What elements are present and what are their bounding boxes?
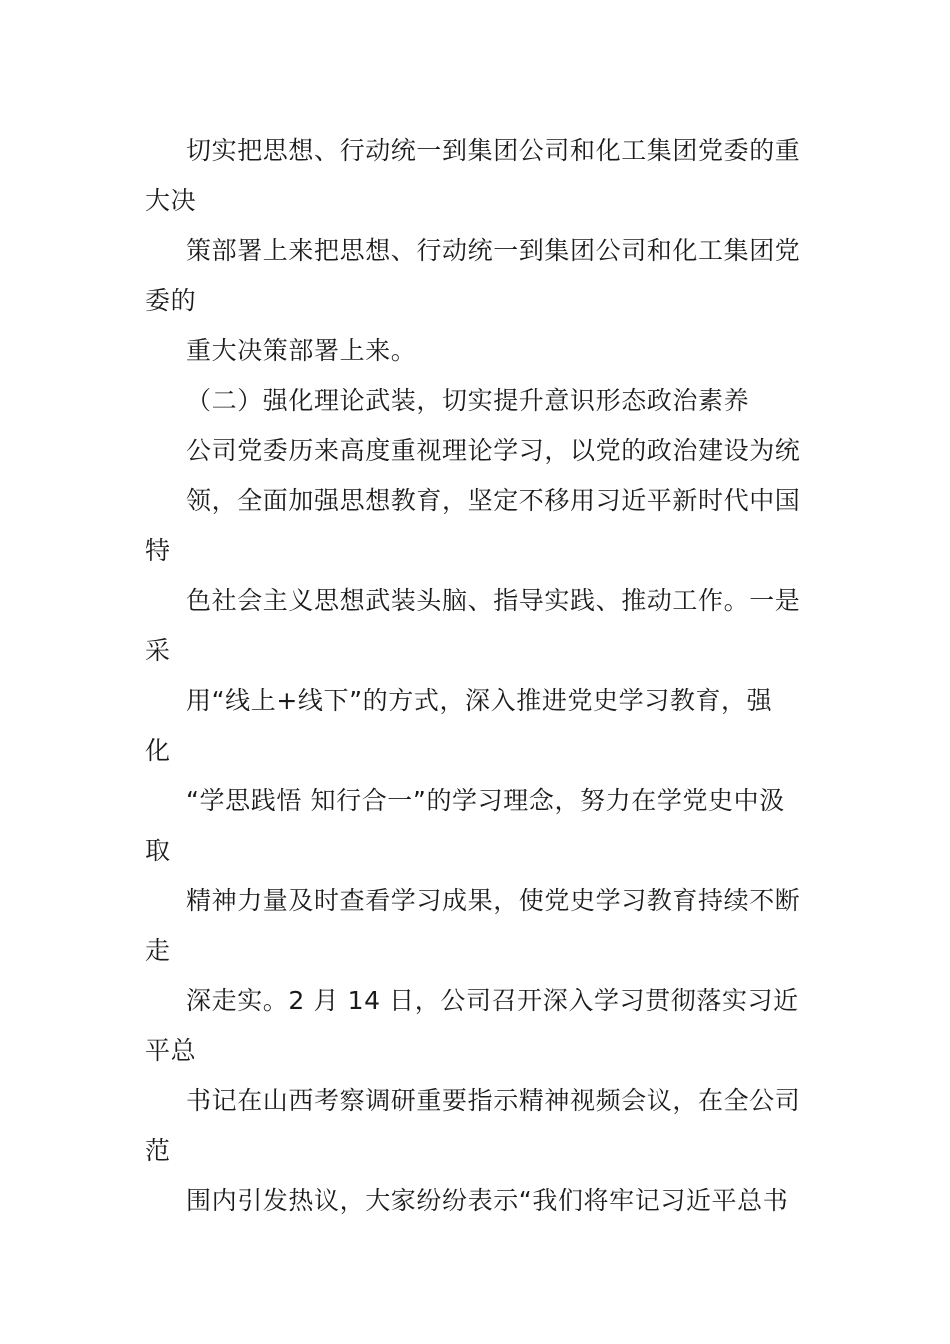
text-line: 化 — [145, 736, 171, 765]
section-heading: （二）强化理论武装，切实提升意识形态政治素养 — [186, 386, 750, 415]
text-line: 深走实。2 月 14 日，公司召开深入学习贯彻落实习近 — [186, 986, 799, 1015]
text-line: 重大决策部署上来。 — [186, 336, 417, 365]
text-line: 围内引发热议，大家纷纷表示“我们将牢记习近平总书 — [186, 1186, 789, 1215]
text-line: 走 — [145, 936, 171, 965]
text-line: 委的 — [145, 286, 197, 315]
text-line: 平总 — [145, 1036, 197, 1065]
text-line: 采 — [145, 636, 171, 665]
text-line: 公司党委历来高度重视理论学习，以党的政治建设为统 — [186, 436, 801, 465]
text-line: 精神力量及时查看学习成果，使党史学习教育持续不断 — [186, 886, 801, 915]
text-line: 切实把思想、行动统一到集团公司和化工集团党委的重 — [186, 136, 801, 165]
text-line: 书记在山西考察调研重要指示精神视频会议，在全公司 — [186, 1086, 801, 1115]
text-line: 取 — [145, 836, 171, 865]
text-line: 特 — [145, 536, 171, 565]
text-line: 用“线上+线下”的方式，深入推进党史学习教育，强 — [186, 686, 773, 715]
text-line: 色社会主义思想武装头脑、指导实践、推动工作。一是 — [186, 586, 801, 615]
text-line: 范 — [145, 1136, 171, 1165]
text-line: 领，全面加强思想教育，坚定不移用习近平新时代中国 — [186, 486, 801, 515]
text-line: “学思践悟 知行合一”的学习理念，努力在学党史中汲 — [186, 786, 785, 815]
text-line: 大决 — [145, 186, 197, 215]
text-line: 策部署上来把思想、行动统一到集团公司和化工集团党 — [186, 236, 801, 265]
